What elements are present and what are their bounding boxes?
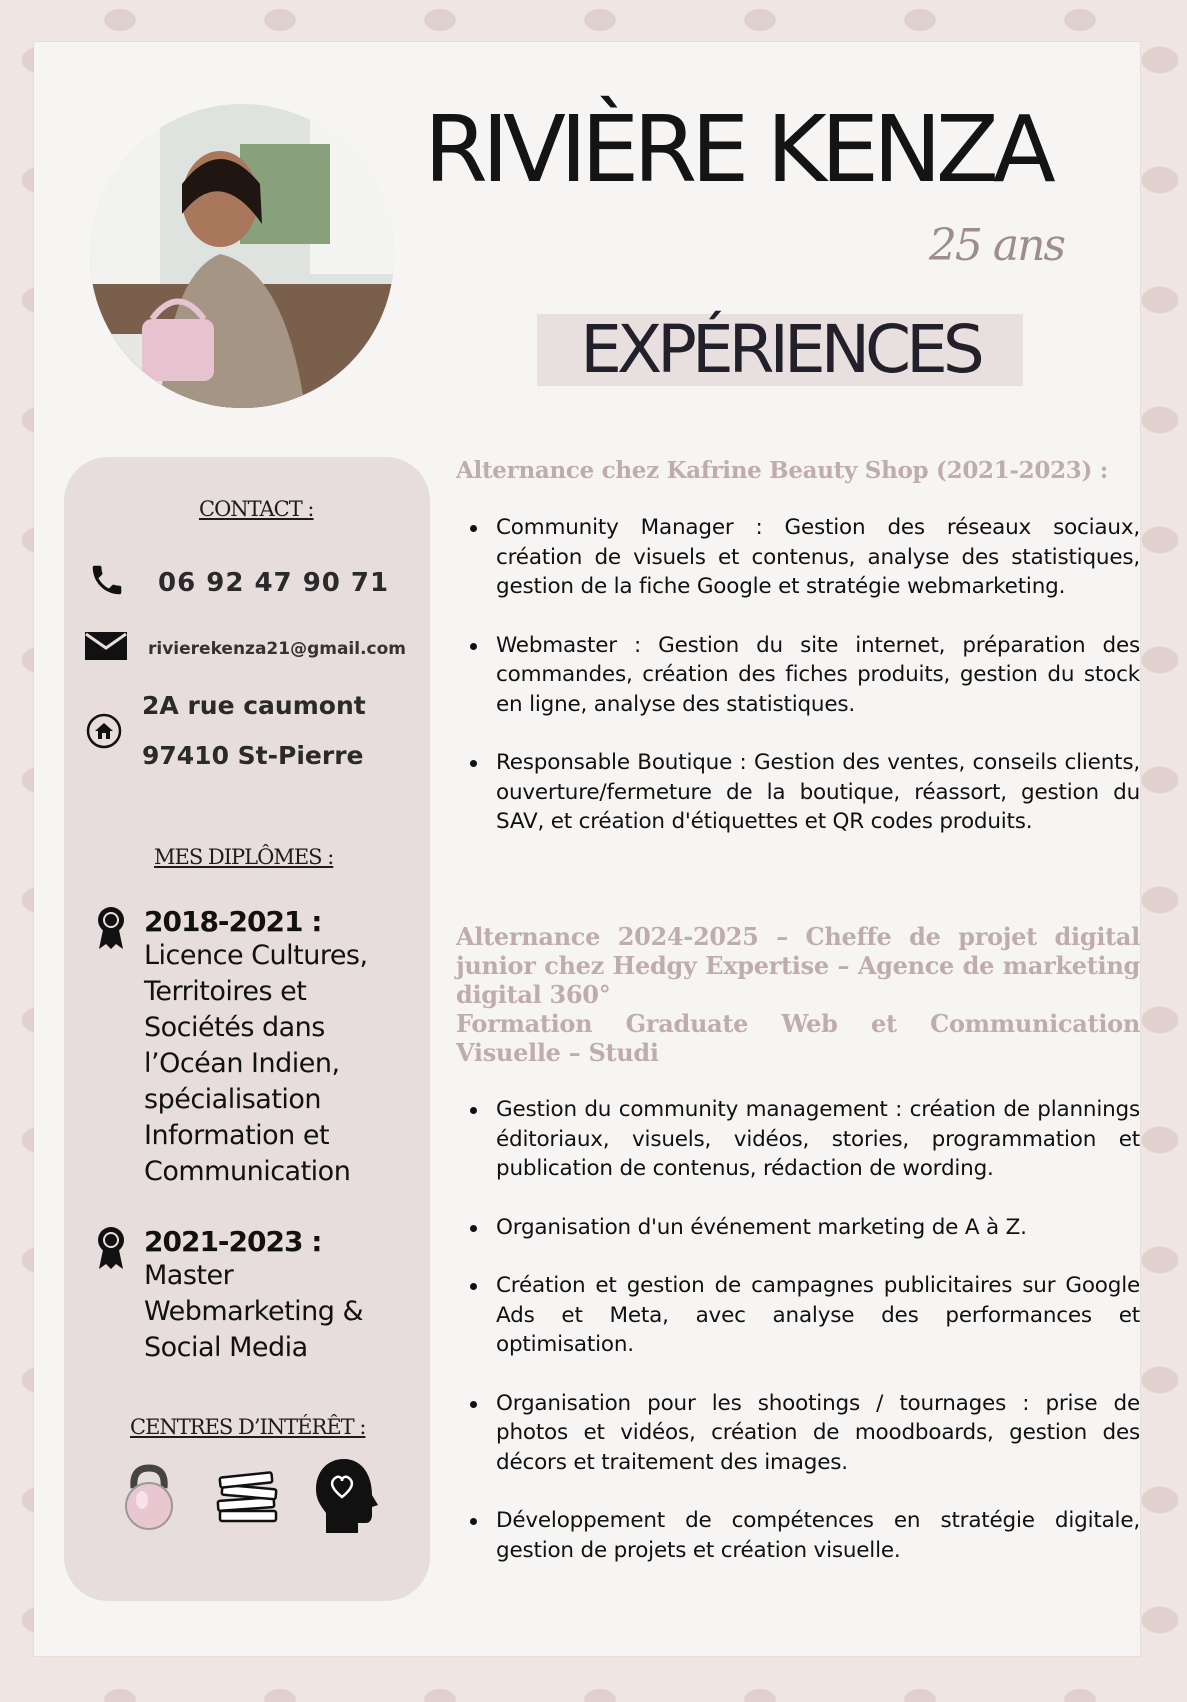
diploma-2-years: 2021-2023 : [144,1225,322,1258]
interests-icons [118,1457,380,1540]
email-address[interactable]: rivierekenza21@gmail.com [148,638,407,659]
experience-2-bullets [456,1095,1140,1565]
bullet-item: Organisation d'un événement marketing de A à Z. [496,1213,1140,1243]
address-line-1: 2A rue caumont [142,691,366,720]
bullet-item: Gestion du community management : création de plannings éditoriaux, visuels, vidéos, stories, programmation et publication de contenus, rédaction de wording. [496,1095,1140,1184]
cv-page [34,42,1140,1656]
experience-2-subheading: Formation Graduate Web et Communication Visuelle – Studi [456,1009,1140,1067]
bullet-item: Community Manager : Gestion des réseaux sociaux, création de visuels et contenus, analyse des statistiques, gestion de la fiche Google et stratégie webmarketing. [496,513,1140,602]
phone-row [88,561,389,604]
phone-icon [88,561,126,604]
kettlebell-icon [118,1462,180,1535]
phone-number[interactable]: 06 92 47 90 71 [158,567,390,598]
diploma-1-line: Communication [144,1156,351,1187]
contact-title: CONTACT : [199,497,314,521]
bullet-item: Développement de compétences en stratégie digitale, gestion de projets et création visuelle. [496,1506,1140,1565]
profile-photo [90,104,394,408]
diploma-1-line: spécialisation [144,1084,322,1115]
award-ribbon-icon [94,905,128,956]
diploma-2-line: Social Media [144,1332,308,1363]
address-line-2: 97410 St-Pierre [142,741,364,770]
bullet-item: Organisation pour les shootings / tournages : prise de photos et vidéos, création de moodboards, gestion des décors et traitement des images. [496,1389,1140,1478]
candidate-name: RIVIÈRE KENZA [424,96,1050,203]
diploma-1-line: Information et [144,1120,330,1151]
diploma-1-line: Sociétés dans [144,1012,325,1043]
diploma-1-line: Licence Cultures, [144,940,368,971]
interests-title: CENTRES D’INTÉRÊT : [130,1415,366,1439]
diploma-1-line: Territoires et [144,976,307,1007]
diploma-1 [144,905,444,1190]
candidate-age: 25 ans [928,220,1064,271]
home-icon [86,713,122,754]
bullet-item: Création et gestion de campagnes publicitaires sur Google Ads et Meta, avec analyse des performances et optimisation. [496,1271,1140,1360]
bullet-item: Responsable Boutique : Gestion des ventes, conseils clients, ouverture/fermeture de la boutique, réassort, gestion du SAV, et création d'étiquettes et QR codes produits. [496,748,1140,837]
head-heart-icon [314,1457,380,1540]
diploma-2-line: Master [144,1260,234,1291]
sidebar [64,457,430,1601]
diploma-2-line: Webmarketing & [144,1296,364,1327]
experiences-title: EXPÉRIENCES [580,311,980,388]
email-row [84,631,406,666]
diploma-1-line: l’Océan Indien, [144,1048,340,1079]
envelope-icon [84,631,128,666]
award-ribbon-icon [94,1225,128,1276]
experience-2 [456,922,1140,1565]
diplomas-title: MES DIPLÔMES : [154,845,334,869]
experience-2-heading: Alternance 2024-2025 – Cheffe de projet digital junior chez Hedgy Expertise – Agence de marketing digital 360° [456,922,1140,1009]
books-icon [214,1465,280,1532]
address-row [86,681,366,781]
diploma-1-years: 2018-2021 : [144,905,322,938]
diploma-2 [144,1225,444,1366]
bullet-item: Webmaster : Gestion du site internet, préparation des commandes, création des fiches produits, gestion du stock en ligne, analyse des statistiques. [496,631,1140,720]
experience-1-heading: Alternance chez Kafrine Beauty Shop (2021-2023) : [456,457,1108,484]
experience-1 [456,456,1140,837]
experience-1-bullets [456,513,1140,837]
